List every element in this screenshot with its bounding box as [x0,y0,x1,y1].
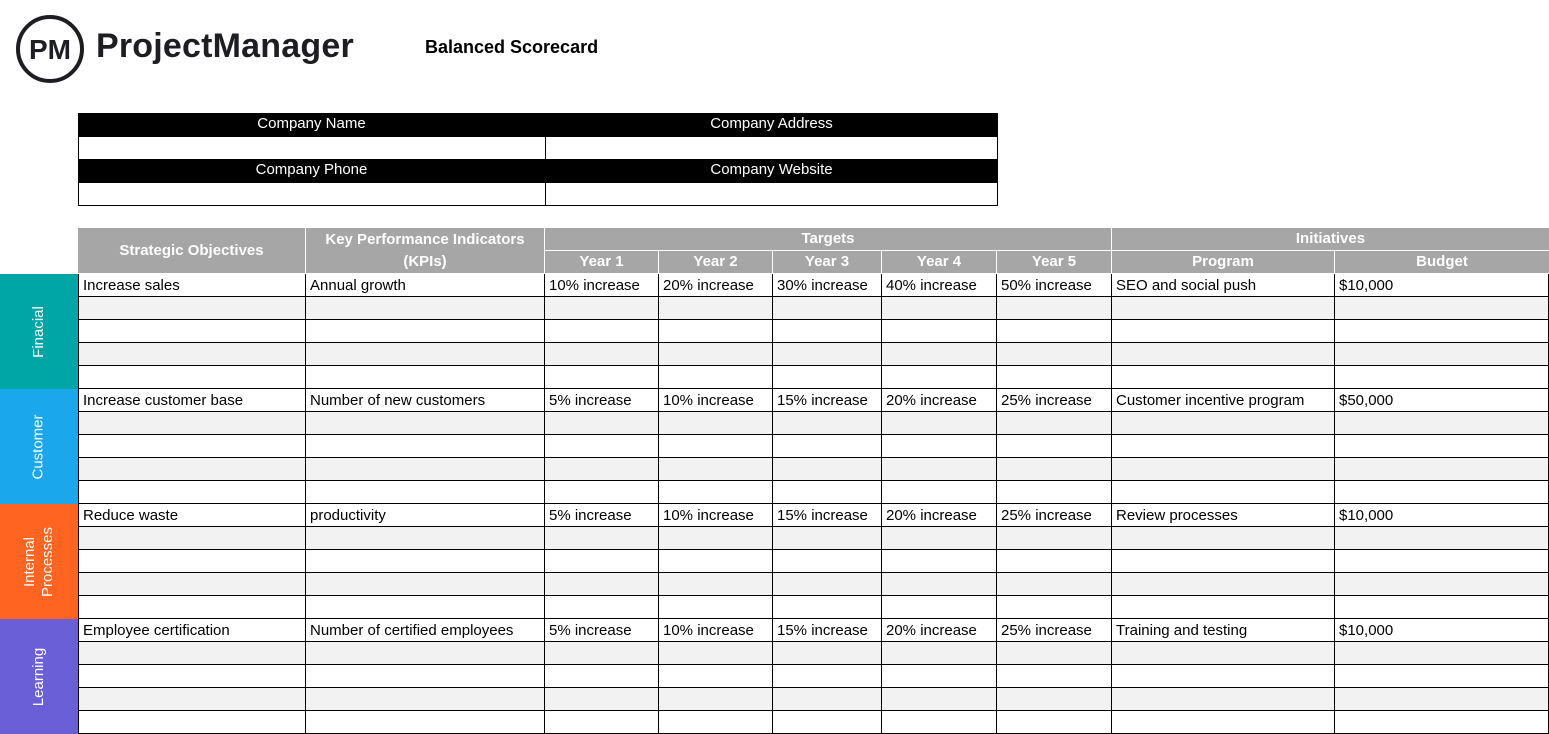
cell-year-3[interactable] [773,642,882,665]
cell-program[interactable] [1112,573,1335,596]
cell-budget[interactable] [1335,435,1549,458]
cell-program[interactable]: Review processes [1112,504,1335,527]
company-phone-label: Company Phone [78,159,545,182]
cell-year-5[interactable] [997,481,1112,504]
cell-kpi[interactable]: Annual growth [306,274,545,297]
cell-year-1[interactable] [545,481,659,504]
header-strategic-objectives: Strategic Objectives [78,228,306,274]
table-row [78,297,1549,320]
balanced-scorecard-table [78,228,1549,733]
header-year-1: Year 1 [545,251,659,274]
cell-objective[interactable] [78,366,306,389]
company-website-label: Company Website [545,159,998,182]
cell-year-3[interactable] [773,688,882,711]
cell-year-3[interactable]: 30% increase [773,274,882,297]
cell-objective[interactable] [78,297,306,320]
cell-year-3[interactable] [773,458,882,481]
cell-year-1[interactable] [545,573,659,596]
cell-year-3[interactable]: 15% increase [773,504,882,527]
cell-year-1[interactable] [545,642,659,665]
cell-objective[interactable]: Employee certification [78,619,306,642]
cell-budget[interactable]: $10,000 [1335,619,1549,642]
cell-budget[interactable] [1335,343,1549,366]
header-budget: Budget [1335,251,1549,274]
cell-objective[interactable] [78,573,306,596]
cell-kpi[interactable] [306,366,545,389]
cell-program[interactable] [1112,435,1335,458]
cell-program[interactable]: Training and testing [1112,619,1335,642]
cell-year-4[interactable] [882,596,997,619]
cell-year-5[interactable] [997,665,1112,688]
cell-year-1[interactable] [545,711,659,734]
cell-kpi[interactable] [306,688,545,711]
table-row [78,642,1549,665]
cell-year-5[interactable] [997,458,1112,481]
company-phone-field[interactable] [78,182,546,206]
cell-objective[interactable] [78,527,306,550]
cell-year-4[interactable]: 20% increase [882,619,997,642]
table-row [78,343,1549,366]
cell-kpi[interactable] [306,573,545,596]
cell-year-5[interactable] [997,550,1112,573]
cell-year-4[interactable] [882,642,997,665]
cell-year-1[interactable] [545,688,659,711]
cell-year-5[interactable] [997,527,1112,550]
cell-year-3[interactable] [773,366,882,389]
cell-program[interactable] [1112,366,1335,389]
company-name-label: Company Name [78,113,545,136]
cell-year-4[interactable] [882,343,997,366]
logo-text: PM [29,34,71,65]
cell-year-1[interactable] [545,665,659,688]
perspective-label-3 [0,504,78,619]
cell-year-2[interactable] [659,435,773,458]
cell-year-4[interactable]: 20% increase [882,504,997,527]
table-row [78,481,1549,504]
table-row [78,711,1549,734]
cell-kpi[interactable] [306,458,545,481]
cell-objective[interactable] [78,412,306,435]
cell-kpi[interactable] [306,665,545,688]
cell-year-5[interactable] [997,688,1112,711]
perspective-label-text: Customer [30,413,47,480]
cell-year-3[interactable] [773,435,882,458]
cell-year-1[interactable] [545,596,659,619]
cell-year-2[interactable]: 10% increase [659,389,773,412]
cell-objective[interactable] [78,550,306,573]
cell-year-5[interactable] [997,573,1112,596]
cell-program[interactable] [1112,320,1335,343]
perspective-label-text: Finacial [30,305,47,358]
cell-year-3[interactable] [773,412,882,435]
cell-year-2[interactable] [659,642,773,665]
brand-name: ProjectManager [96,27,354,65]
cell-year-1[interactable] [545,527,659,550]
table-row [78,366,1549,389]
table-row [78,527,1549,550]
table-row [78,573,1549,596]
cell-year-3[interactable] [773,320,882,343]
cell-objective[interactable] [78,435,306,458]
cell-budget[interactable] [1335,642,1549,665]
cell-year-1[interactable]: 10% increase [545,274,659,297]
cell-year-5[interactable]: 25% increase [997,619,1112,642]
cell-year-5[interactable] [997,596,1112,619]
cell-year-4[interactable] [882,297,997,320]
cell-year-3[interactable] [773,343,882,366]
table-row [78,504,1549,527]
cell-objective[interactable] [78,320,306,343]
cell-kpi[interactable] [306,711,545,734]
cell-year-3[interactable] [773,550,882,573]
table-row [78,435,1549,458]
cell-budget[interactable] [1335,458,1549,481]
cell-objective[interactable] [78,596,306,619]
perspective-label-2 [0,389,78,504]
cell-year-4[interactable] [882,573,997,596]
cell-budget[interactable] [1335,297,1549,320]
cell-budget[interactable]: $10,000 [1335,274,1549,297]
cell-kpi[interactable] [306,527,545,550]
cell-year-2[interactable] [659,688,773,711]
cell-program[interactable] [1112,550,1335,573]
table-row [78,412,1549,435]
cell-year-4[interactable] [882,665,997,688]
cell-program[interactable] [1112,688,1335,711]
cell-year-3[interactable] [773,573,882,596]
company-address-field[interactable] [545,136,998,160]
cell-budget[interactable]: $50,000 [1335,389,1549,412]
cell-program[interactable] [1112,481,1335,504]
cell-program[interactable] [1112,343,1335,366]
cell-year-5[interactable] [997,343,1112,366]
cell-year-5[interactable] [997,435,1112,458]
cell-year-5[interactable] [997,297,1112,320]
table-row [78,596,1549,619]
cell-year-1[interactable] [545,458,659,481]
cell-year-2[interactable] [659,320,773,343]
cell-year-5[interactable]: 50% increase [997,274,1112,297]
cell-kpi[interactable] [306,435,545,458]
header-year-3: Year 3 [773,251,882,274]
cell-budget[interactable] [1335,366,1549,389]
cell-program[interactable] [1112,297,1335,320]
cell-program[interactable] [1112,711,1335,734]
table-row [78,274,1549,297]
cell-program[interactable]: SEO and social push [1112,274,1335,297]
cell-budget[interactable] [1335,711,1549,734]
page-title: Balanced Scorecard [425,37,599,57]
perspective-label-1 [0,274,78,389]
cell-budget[interactable] [1335,596,1549,619]
cell-budget[interactable] [1335,573,1549,596]
cell-year-2[interactable]: 10% increase [659,619,773,642]
cell-objective[interactable] [78,711,306,734]
cell-year-2[interactable] [659,458,773,481]
cell-year-1[interactable] [545,320,659,343]
cell-program[interactable] [1112,642,1335,665]
cell-year-2[interactable] [659,527,773,550]
header-program: Program [1112,251,1335,274]
cell-kpi[interactable] [306,642,545,665]
cell-year-2[interactable]: 20% increase [659,274,773,297]
cell-year-3[interactable]: 15% increase [773,619,882,642]
table-row [78,550,1549,573]
cell-year-2[interactable]: 10% increase [659,504,773,527]
cell-budget[interactable] [1335,320,1549,343]
cell-year-4[interactable] [882,320,997,343]
cell-program[interactable]: Customer incentive program [1112,389,1335,412]
table-row [78,619,1549,642]
header-year-2: Year 2 [659,251,773,274]
table-row [78,688,1549,711]
cell-year-1[interactable]: 5% increase [545,619,659,642]
cell-objective[interactable] [78,642,306,665]
cell-kpi[interactable] [306,550,545,573]
cell-program[interactable] [1112,458,1335,481]
header-year-5: Year 5 [997,251,1112,274]
cell-objective[interactable]: Increase customer base [78,389,306,412]
cell-budget[interactable] [1335,550,1549,573]
cell-kpi[interactable]: productivity [306,504,545,527]
cell-objective[interactable]: Increase sales [78,274,306,297]
cell-year-3[interactable] [773,297,882,320]
cell-budget[interactable] [1335,665,1549,688]
company-website-field[interactable] [545,182,998,206]
cell-objective[interactable]: Reduce waste [78,504,306,527]
cell-objective[interactable] [78,665,306,688]
cell-year-1[interactable] [545,343,659,366]
cell-year-1[interactable]: 5% increase [545,504,659,527]
cell-year-4[interactable]: 40% increase [882,274,997,297]
cell-year-2[interactable] [659,596,773,619]
cell-year-4[interactable] [882,435,997,458]
header-targets: Targets [545,228,1112,251]
cell-kpi[interactable] [306,343,545,366]
cell-kpi[interactable]: Number of new customers [306,389,545,412]
cell-year-3[interactable] [773,665,882,688]
cell-year-5[interactable]: 25% increase [997,389,1112,412]
table-row [78,665,1549,688]
cell-year-4[interactable] [882,688,997,711]
cell-program[interactable] [1112,412,1335,435]
cell-year-1[interactable] [545,366,659,389]
table-row [78,320,1549,343]
cell-year-5[interactable] [997,711,1112,734]
company-name-field[interactable] [78,136,546,160]
company-info-table [78,113,998,206]
cell-objective[interactable] [78,688,306,711]
cell-year-2[interactable] [659,711,773,734]
cell-year-4[interactable] [882,412,997,435]
cell-year-2[interactable] [659,297,773,320]
cell-year-5[interactable] [997,320,1112,343]
cell-year-4[interactable]: 20% increase [882,389,997,412]
cell-objective[interactable] [78,343,306,366]
cell-year-3[interactable]: 15% increase [773,389,882,412]
cell-budget[interactable] [1335,481,1549,504]
cell-objective[interactable] [78,481,306,504]
cell-year-1[interactable] [545,412,659,435]
cell-year-4[interactable] [882,550,997,573]
cell-year-2[interactable] [659,573,773,596]
header-initiatives: Initiatives [1112,228,1549,251]
cell-objective[interactable] [78,458,306,481]
cell-year-2[interactable] [659,550,773,573]
perspective-label-text: Learning [29,647,47,706]
cell-year-5[interactable] [997,366,1112,389]
cell-kpi[interactable] [306,320,545,343]
cell-budget[interactable] [1335,688,1549,711]
cell-year-1[interactable] [545,435,659,458]
perspective-label-4 [0,619,78,734]
cell-kpi[interactable] [306,297,545,320]
table-row [78,389,1549,412]
header-kpis: Key Performance Indicators (KPIs) [306,228,545,274]
cell-year-1[interactable] [545,297,659,320]
header-year-4: Year 4 [882,251,997,274]
cell-year-2[interactable] [659,412,773,435]
cell-year-4[interactable] [882,458,997,481]
cell-year-2[interactable] [659,366,773,389]
cell-year-2[interactable] [659,481,773,504]
cell-year-4[interactable] [882,711,997,734]
cell-year-1[interactable] [545,550,659,573]
projectmanager-logo-icon [15,14,85,84]
cell-year-2[interactable] [659,343,773,366]
cell-budget[interactable] [1335,412,1549,435]
cell-year-3[interactable] [773,711,882,734]
cell-year-4[interactable] [882,527,997,550]
perspective-label-text: Internal Processes [21,526,56,597]
cell-year-5[interactable] [997,642,1112,665]
cell-program[interactable] [1112,527,1335,550]
cell-budget[interactable]: $10,000 [1335,504,1549,527]
cell-kpi[interactable] [306,481,545,504]
cell-year-5[interactable] [997,412,1112,435]
cell-program[interactable] [1112,596,1335,619]
cell-year-5[interactable]: 25% increase [997,504,1112,527]
cell-year-2[interactable] [659,665,773,688]
company-address-label: Company Address [545,113,998,136]
cell-year-3[interactable] [773,481,882,504]
cell-year-4[interactable] [882,481,997,504]
cell-year-1[interactable]: 5% increase [545,389,659,412]
cell-kpi[interactable]: Number of certified employees [306,619,545,642]
cell-budget[interactable] [1335,527,1549,550]
cell-kpi[interactable] [306,596,545,619]
cell-year-3[interactable] [773,527,882,550]
cell-program[interactable] [1112,665,1335,688]
cell-year-3[interactable] [773,596,882,619]
table-row [78,458,1549,481]
cell-kpi[interactable] [306,412,545,435]
cell-year-4[interactable] [882,366,997,389]
